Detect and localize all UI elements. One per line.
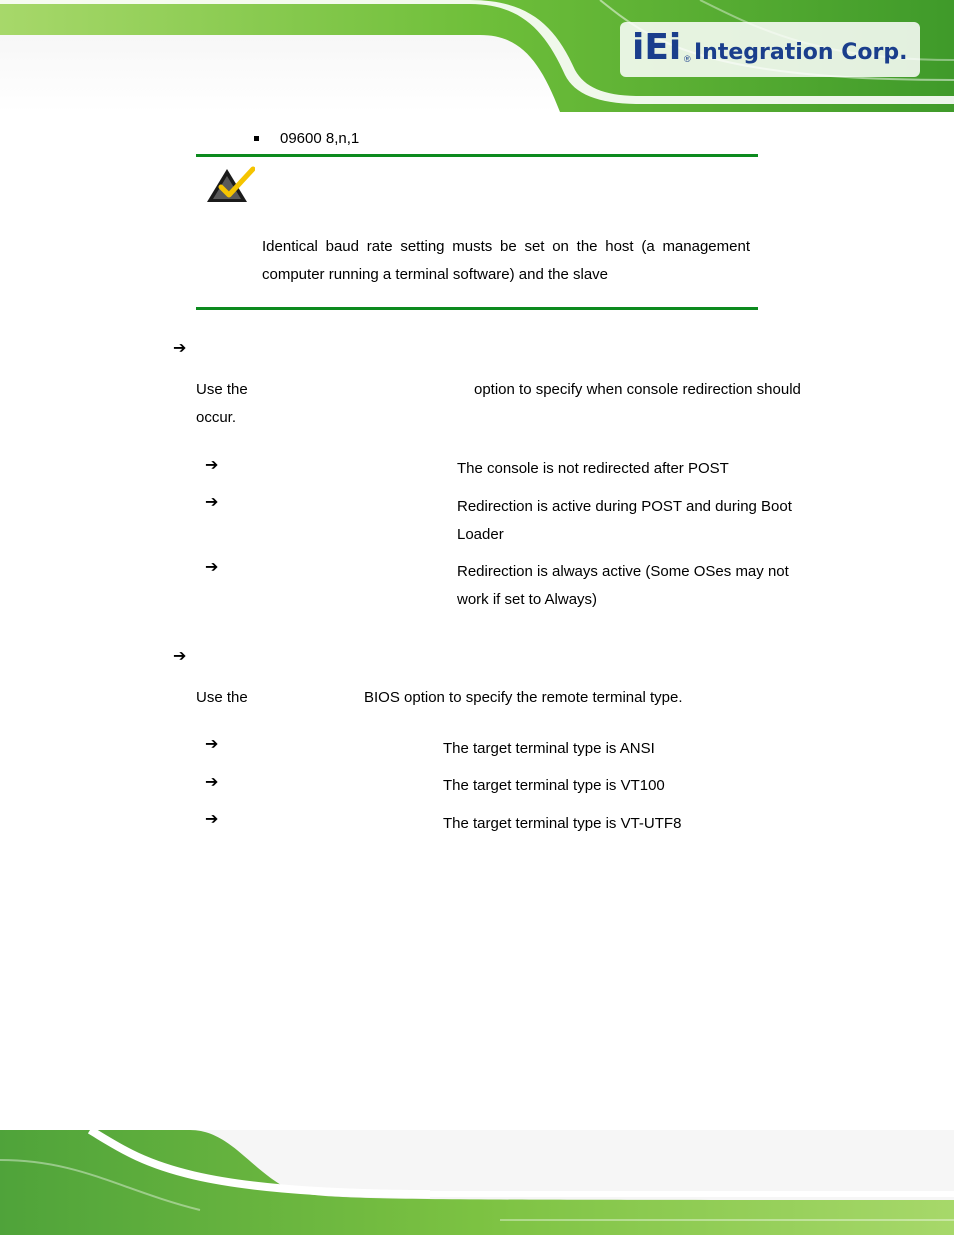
option-arrow-icon: ➔ (205, 734, 219, 753)
section1-arrow-icon: ➔ (173, 338, 187, 357)
option-description: Redirection is active during POST and during Boot (457, 498, 792, 515)
bullet (254, 136, 259, 141)
option-arrow-icon: ➔ (205, 809, 219, 828)
note-bottom-rule (196, 307, 758, 310)
option-description: The console is not redirected after POST (457, 460, 729, 477)
note-top-rule (196, 154, 758, 157)
option-description: The target terminal type is VT100 (443, 777, 665, 794)
option-description: The target terminal type is ANSI (443, 740, 655, 757)
company-logo (630, 28, 920, 74)
note-text-line-1: Identical baud rate setting musts be set on the host (a management (262, 238, 750, 255)
note-text-line-2: computer running a terminal software) and the slave (262, 266, 609, 283)
logo-text: Integration Corp. (694, 40, 908, 65)
checkmark-note-icon (205, 165, 255, 203)
logo-mark: iEi (632, 27, 682, 68)
baud-option-text: 09600 8,n,1 (280, 130, 360, 147)
section1-intro-part2: option to specify when console redirection should (474, 381, 801, 398)
section1-intro-part3: occur. (196, 409, 237, 426)
section2-intro-part1: Use the (196, 689, 248, 706)
section2-arrow-icon: ➔ (173, 646, 187, 665)
option-arrow-icon: ➔ (205, 772, 219, 791)
option-description: The target terminal type is VT-UTF8 (443, 815, 682, 832)
option-arrow-icon: ➔ (205, 557, 219, 576)
section2-intro-part2: BIOS option to specify the remote terminal type. (364, 689, 683, 706)
section1-intro-part1: Use the (196, 381, 248, 398)
option-description-cont: Loader (457, 526, 504, 543)
option-arrow-icon: ➔ (205, 492, 219, 511)
option-arrow-icon: ➔ (205, 455, 219, 474)
option-description-cont: work if set to Always) (457, 591, 598, 608)
logo-registered: ® (684, 54, 691, 64)
option-description: Redirection is always active (Some OSes may not (457, 563, 789, 580)
footer-banner (0, 1130, 954, 1235)
